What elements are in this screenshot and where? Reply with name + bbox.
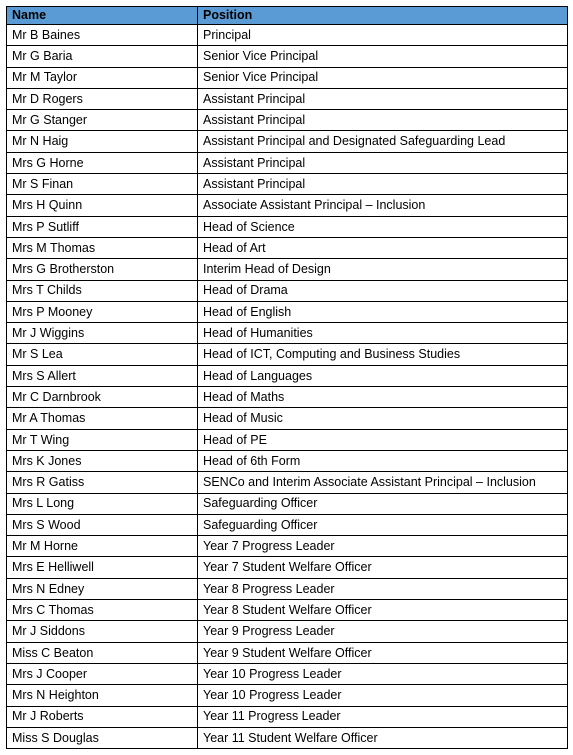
staff-name-cell: Miss S Douglas — [7, 727, 198, 748]
table-row — [7, 67, 568, 88]
staff-position-cell: Year 10 Progress Leader — [198, 663, 568, 684]
table-row — [7, 493, 568, 514]
staff-position-cell: Head of Science — [198, 216, 568, 237]
table-row — [7, 216, 568, 237]
staff-position-cell: Year 7 Progress Leader — [198, 536, 568, 557]
staff-position-cell: Senior Vice Principal — [198, 46, 568, 67]
table-row — [7, 387, 568, 408]
staff-position-cell: Year 7 Student Welfare Officer — [198, 557, 568, 578]
staff-name-cell: Mrs H Quinn — [7, 195, 198, 216]
staff-name-cell: Mr N Haig — [7, 131, 198, 152]
staff-position-cell: Year 10 Progress Leader — [198, 685, 568, 706]
staff-position-cell: Head of PE — [198, 429, 568, 450]
table-row — [7, 110, 568, 131]
staff-name-cell: Mr G Stanger — [7, 110, 198, 131]
staff-position-cell: Interim Head of Design — [198, 259, 568, 280]
table-row — [7, 301, 568, 322]
table-row — [7, 621, 568, 642]
table-row — [7, 25, 568, 46]
staff-name-cell: Mrs T Childs — [7, 280, 198, 301]
staff-name-cell: Mrs N Heighton — [7, 685, 198, 706]
table-row — [7, 727, 568, 748]
staff-position-cell: Head of Art — [198, 237, 568, 258]
staff-position-cell: Principal — [198, 25, 568, 46]
table-row — [7, 472, 568, 493]
staff-name-cell: Mr J Siddons — [7, 621, 198, 642]
staff-name-cell: Mr J Wiggins — [7, 323, 198, 344]
table-row — [7, 152, 568, 173]
staff-position-cell: Head of Drama — [198, 280, 568, 301]
staff-position-cell: Year 8 Student Welfare Officer — [198, 600, 568, 621]
column-header-position: Position — [198, 7, 568, 25]
staff-position-cell: Assistant Principal and Designated Safeguarding Lead — [198, 131, 568, 152]
table-row — [7, 46, 568, 67]
staff-position-cell: Head of 6th Form — [198, 450, 568, 471]
staff-name-cell: Mrs P Mooney — [7, 301, 198, 322]
staff-position-cell: Year 11 Progress Leader — [198, 706, 568, 727]
table-row — [7, 280, 568, 301]
staff-position-cell: Head of Languages — [198, 365, 568, 386]
staff-position-cell: Associate Assistant Principal – Inclusion — [198, 195, 568, 216]
staff-name-cell: Mr B Baines — [7, 25, 198, 46]
staff-position-cell: Head of English — [198, 301, 568, 322]
staff-name-cell: Mr M Horne — [7, 536, 198, 557]
staff-position-cell: Head of Humanities — [198, 323, 568, 344]
staff-name-cell: Mrs L Long — [7, 493, 198, 514]
staff-position-cell: Safeguarding Officer — [198, 493, 568, 514]
table-row — [7, 578, 568, 599]
staff-position-cell: Year 9 Student Welfare Officer — [198, 642, 568, 663]
table-row — [7, 131, 568, 152]
staff-position-cell: Assistant Principal — [198, 152, 568, 173]
table-row — [7, 536, 568, 557]
staff-name-cell: Mr J Roberts — [7, 706, 198, 727]
staff-name-cell: Miss C Beaton — [7, 642, 198, 663]
staff-name-cell: Mr S Finan — [7, 174, 198, 195]
table-row — [7, 557, 568, 578]
table-row — [7, 450, 568, 471]
staff-name-cell: Mrs M Thomas — [7, 237, 198, 258]
table-row — [7, 195, 568, 216]
table-body — [7, 25, 568, 749]
staff-name-cell: Mrs N Edney — [7, 578, 198, 599]
column-header-name: Name — [7, 7, 198, 25]
staff-name-cell: Mr S Lea — [7, 344, 198, 365]
header-row — [7, 7, 568, 25]
table-row — [7, 344, 568, 365]
staff-name-cell: Mrs R Gatiss — [7, 472, 198, 493]
staff-name-cell: Mrs G Brotherston — [7, 259, 198, 280]
staff-name-cell: Mrs C Thomas — [7, 600, 198, 621]
table-row — [7, 706, 568, 727]
staff-position-cell: Safeguarding Officer — [198, 514, 568, 535]
staff-name-cell: Mr C Darnbrook — [7, 387, 198, 408]
staff-position-cell: Head of Music — [198, 408, 568, 429]
staff-position-cell: Assistant Principal — [198, 110, 568, 131]
staff-position-cell: SENCo and Interim Associate Assistant Principal – Inclusion — [198, 472, 568, 493]
staff-position-cell: Assistant Principal — [198, 174, 568, 195]
staff-name-cell: Mrs E Helliwell — [7, 557, 198, 578]
staff-name-cell: Mr D Rogers — [7, 88, 198, 109]
table-row — [7, 365, 568, 386]
table-row — [7, 600, 568, 621]
staff-table — [6, 6, 568, 749]
table-row — [7, 685, 568, 706]
table-row — [7, 259, 568, 280]
staff-name-cell: Mr A Thomas — [7, 408, 198, 429]
staff-name-cell: Mrs P Sutliff — [7, 216, 198, 237]
table-row — [7, 88, 568, 109]
staff-position-cell: Assistant Principal — [198, 88, 568, 109]
table-row — [7, 663, 568, 684]
table-row — [7, 174, 568, 195]
staff-position-cell: Head of Maths — [198, 387, 568, 408]
table-header — [7, 7, 568, 25]
staff-name-cell: Mrs K Jones — [7, 450, 198, 471]
table-row — [7, 323, 568, 344]
staff-position-cell: Year 8 Progress Leader — [198, 578, 568, 599]
staff-position-cell: Year 9 Progress Leader — [198, 621, 568, 642]
staff-name-cell: Mr M Taylor — [7, 67, 198, 88]
staff-name-cell: Mr T Wing — [7, 429, 198, 450]
staff-name-cell: Mrs G Horne — [7, 152, 198, 173]
staff-position-cell: Head of ICT, Computing and Business Studies — [198, 344, 568, 365]
table-row — [7, 429, 568, 450]
staff-name-cell: Mrs J Cooper — [7, 663, 198, 684]
table-row — [7, 514, 568, 535]
staff-name-cell: Mrs S Wood — [7, 514, 198, 535]
staff-position-cell: Year 11 Student Welfare Officer — [198, 727, 568, 748]
table-row — [7, 642, 568, 663]
staff-name-cell: Mrs S Allert — [7, 365, 198, 386]
staff-name-cell: Mr G Baria — [7, 46, 198, 67]
table-row — [7, 237, 568, 258]
table-row — [7, 408, 568, 429]
staff-position-cell: Senior Vice Principal — [198, 67, 568, 88]
